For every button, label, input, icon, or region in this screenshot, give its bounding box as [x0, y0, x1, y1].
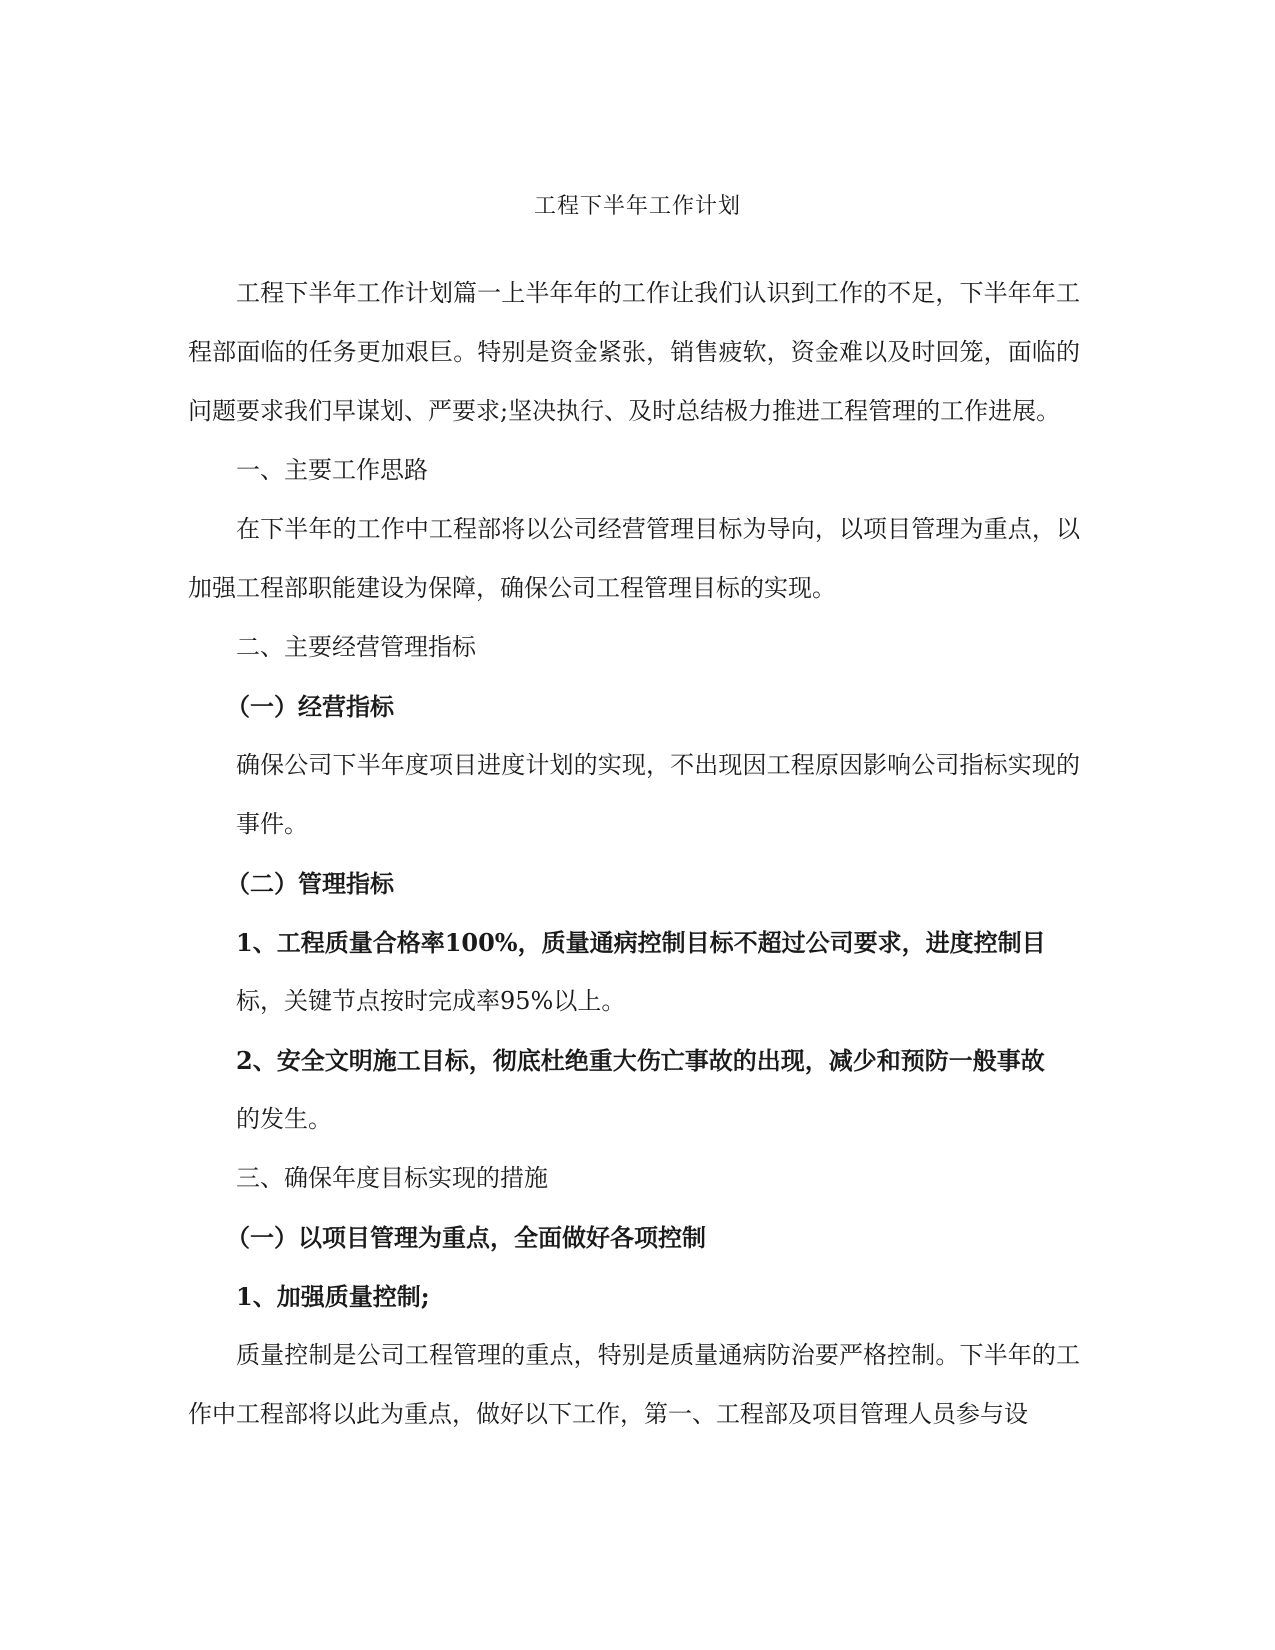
document-body [188, 264, 1080, 1444]
section-heading-2: 二、主要经营管理指标 [236, 633, 476, 661]
subheading-business-indicators: （一）经营指标 [226, 692, 394, 721]
paragraph-quality-control: 质量控制是公司工程管理的重点，特别是质量通病防治要严格控制。下半年的工作中工程部将以此为重点，做好以下工作，第一、工程部及项目管理人员参与设 [188, 1341, 1080, 1428]
section-heading-3: 三、确保年度目标实现的措施 [236, 1164, 548, 1192]
paragraph-work-approach: 在下半年的工作中工程部将以公司经营管理目标为导向，以项目管理为重点，以加强工程部职能建设为保障，确保公司工程管理目标的实现。 [188, 515, 1080, 602]
item-quality-target: 1、工程质量合格率100%，质量通病控制目标不超过公司要求，进度控制目 [236, 928, 1046, 957]
section-heading-1: 一、主要工作思路 [236, 456, 428, 484]
document-title: 工程下半年工作计划 [533, 194, 741, 219]
item-safety-target: 2、安全文明施工目标，彻底杜绝重大伤亡事故的出现，减少和预防一般事故 [236, 1046, 1045, 1075]
item-quality-target-cont: 标，关键节点按时完成率95%以上。 [236, 987, 626, 1015]
paragraph-intro: 工程下半年工作计划篇一上半年年的工作让我们认识到工作的不足，下半年年工程部面临的任务更加艰巨。特别是资金紧张，销售疲软，资金难以及时回笼，面临的问题要求我们早谋划、严要求;坚决执行、及时总结极力推进工程管理的工作进展。 [188, 279, 1080, 425]
item-quality-control: 1、加强质量控制; [236, 1282, 430, 1311]
item-safety-target-cont: 的发生。 [236, 1105, 332, 1133]
subheading-project-control: （一）以项目管理为重点，全面做好各项控制 [226, 1223, 706, 1252]
paragraph-business-indicators: 确保公司下半年度项目进度计划的实现，不出现因工程原因影响公司指标实现的事件。 [236, 751, 1080, 838]
subheading-management-indicators: （二）管理指标 [226, 869, 394, 898]
